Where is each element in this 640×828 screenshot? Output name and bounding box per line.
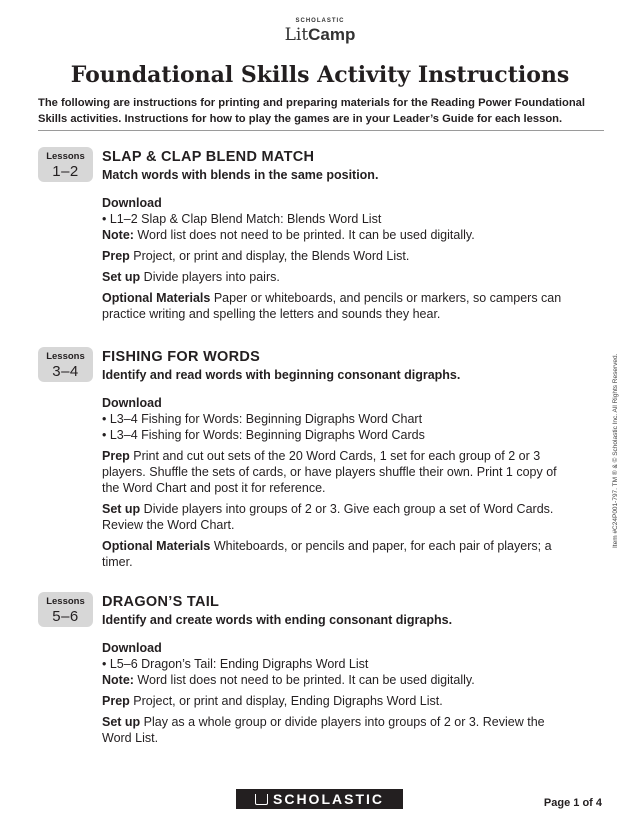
section-content <box>102 592 576 746</box>
page-number: Page 1 of 4 <box>543 797 602 809</box>
section-subtitle: Match words with blends in the same position. <box>102 168 379 182</box>
lessons-badge: Lessons 3–4 <box>38 347 93 382</box>
optional-materials-para: Optional Materials Whiteboards, or pencils and paper, for each pair of players; a timer. <box>102 539 552 569</box>
prep-para: Prep Project, or print and display, Ending Digraphs Word List. <box>102 694 443 708</box>
section-title: FISHING FOR WORDS <box>102 349 261 365</box>
section-subtitle: Identify and create words with ending consonant digraphs. <box>102 613 453 627</box>
section-title: SLAP & CLAP BLEND MATCH <box>102 149 315 165</box>
download-item[interactable]: • L3–4 Fishing for Words: Beginning Digraphs Word Chart <box>102 412 423 426</box>
prep-para: Prep Print and cut out sets of the 20 Word Cards, 1 set for each group of 2 or 3 players. Shuffle the sets of cards, or have players shuffle their own. Print 1 copy of the Word Chart and post it for reference. <box>102 449 557 495</box>
download-heading: Download <box>102 396 162 410</box>
intro-text: The following are instructions for printing and preparing materials for the Reading Power Foundational Skills activities. Instructions for how to play the games are in your Leader’s Guide for each lesson. <box>38 97 585 125</box>
prep-para: Prep Project, or print and display, the Blends Word List. <box>102 249 410 263</box>
lessons-badge: Lessons 5–6 <box>38 592 93 627</box>
copyright-note: Item #C24P001-797. TM ® & © Scholastic Inc. All Rights Reserved. <box>612 353 619 548</box>
setup-para: Set up Divide players into pairs. <box>102 270 280 284</box>
download-heading: Download <box>102 196 162 210</box>
download-heading: Download <box>102 641 162 655</box>
brand-name: LitCamp <box>284 25 356 45</box>
header-divider <box>38 130 604 131</box>
scholastic-logo: SCHOLASTIC <box>236 789 403 809</box>
note-para: Note: Word list does not need to be printed. It can be used digitally. <box>102 228 475 242</box>
book-icon <box>255 794 268 805</box>
section-title: DRAGON’S TAIL <box>102 594 220 610</box>
setup-para: Set up Divide players into groups of 2 or 3. Give each group a set of Word Cards. Review the Word Chart. <box>102 502 554 532</box>
download-item[interactable]: • L3–4 Fishing for Words: Beginning Digraphs Word Cards <box>102 428 425 442</box>
section-content <box>102 347 576 570</box>
download-item[interactable]: • L1–2 Slap & Clap Blend Match: Blends Word List <box>102 212 382 226</box>
lessons-badge: Lessons 1–2 <box>38 147 93 182</box>
download-item[interactable]: • L5–6 Dragon’s Tail: Ending Digraphs Word List <box>102 657 369 671</box>
brand-publisher: SCHOLASTIC <box>295 18 345 24</box>
section-subtitle: Identify and read words with beginning consonant digraphs. <box>102 368 461 382</box>
page-title: Foundational Skills Activity Instructions <box>70 62 570 88</box>
setup-para: Set up Play as a whole group or divide players into groups of 2 or 3. Review the Word List. <box>102 715 545 745</box>
section-content <box>102 147 576 322</box>
litcamp-logo <box>0 18 640 45</box>
optional-materials-para: Optional Materials Paper or whiteboards, and pencils or markers, so campers can practice writing and spelling the letters and sounds they hear. <box>102 291 562 321</box>
note-para: Note: Word list does not need to be printed. It can be used digitally. <box>102 673 475 687</box>
